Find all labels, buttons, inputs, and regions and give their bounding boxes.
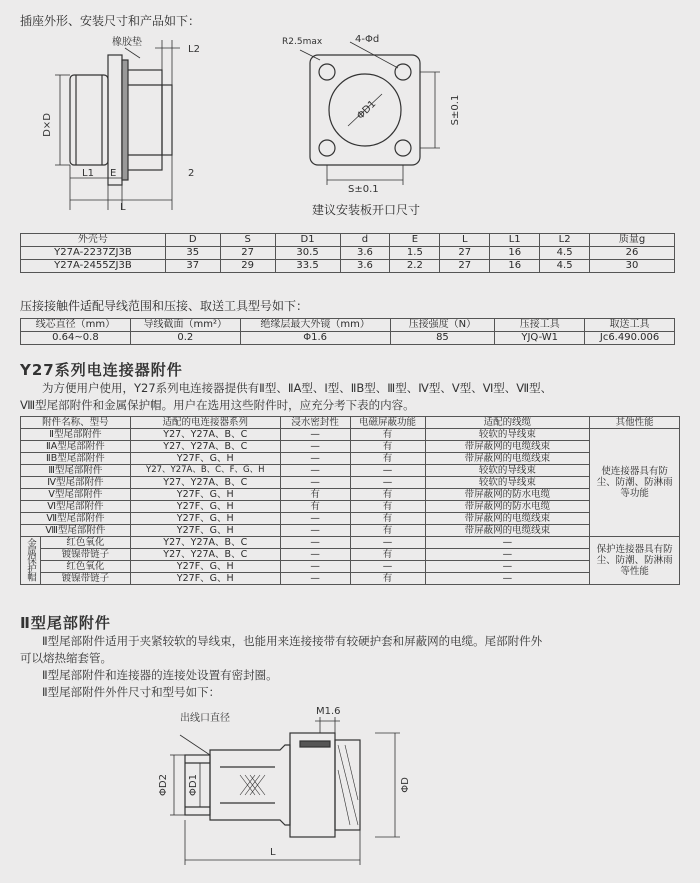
r-label: R2.5max [282, 37, 323, 47]
table-cell: Y27、Y27A、B、C [130, 429, 280, 441]
table-cell: ⅡB型尾部附件 [21, 453, 131, 465]
cap-group-cell [21, 537, 41, 585]
table-cell: 有 [350, 549, 425, 561]
table-cell: — [350, 465, 425, 477]
table-cell: 有 [350, 441, 425, 453]
table-cell: YJQ-W1 [495, 332, 585, 345]
table-header-cell: d [340, 234, 390, 247]
tool-intro-text: 压接接触件适配导线范围和压接、取送工具型号如下： [20, 299, 309, 313]
table-cell: Ⅵ型尾部附件 [21, 501, 131, 513]
table-cell: 有 [280, 501, 350, 513]
table-cell: Y27F、G、H [130, 489, 280, 501]
table-cell: Y27、Y27A、B、C [130, 537, 280, 549]
dim-e-label: E [110, 168, 117, 179]
table-row [21, 501, 680, 513]
table-header-cell: L2 [540, 234, 590, 247]
table-cell: 有 [350, 573, 425, 585]
table-cell: 3.6 [340, 260, 390, 273]
table-header-cell: 浸水密封性 [280, 417, 350, 429]
table-cell: — [425, 537, 590, 549]
table-header-cell: D [165, 234, 220, 247]
table-cell: — [280, 525, 350, 537]
table-header-cell: 附件名称、型号 [21, 417, 131, 429]
dim-l2-label: L2 [188, 44, 200, 55]
table-cell: Ⅳ型尾部附件 [21, 477, 131, 489]
table-cell: 16 [490, 247, 540, 260]
table-cell: 有 [350, 429, 425, 441]
table-cell: Ⅷ型尾部附件 [21, 525, 131, 537]
table-row [21, 561, 680, 573]
s-bottom-label: S±0.1 [348, 184, 379, 195]
table-cell: Y27F、G、H [130, 561, 280, 573]
table-header-cell: L1 [490, 234, 540, 247]
table-header-cell: L [440, 234, 490, 247]
panel-cutout-drawing [270, 30, 470, 230]
table-cell: — [280, 549, 350, 561]
table-cell: 37 [165, 260, 220, 273]
table-cell: — [280, 477, 350, 489]
table-cell: 35 [165, 247, 220, 260]
table-cell: 镀镍带链子 [40, 573, 130, 585]
table-cell: Y27A-2455ZJ3B [21, 260, 166, 273]
dim-2-label: 2 [188, 168, 195, 179]
table-row [21, 332, 675, 345]
table-cell: 带屏蔽网的电缆线束 [425, 453, 590, 465]
table-cell: 镀镍带链子 [40, 549, 130, 561]
table-row [21, 525, 680, 537]
paragraph: 为方便用户使用，Y27系列电连接器提供有Ⅱ型、ⅡA型、Ⅰ型、ⅡB型、Ⅲ型、Ⅳ型、Ⅴ型、Ⅵ型、Ⅶ型、 [42, 381, 553, 395]
table-cell: Ⅶ型尾部附件 [21, 513, 131, 525]
table-header-cell: S [220, 234, 275, 247]
other-performance-cell: 使连接器具有防尘、防潮、防淋雨等功能 [590, 429, 680, 537]
other-performance-cell: 保护连接器具有防尘、防潮、防淋雨等性能 [590, 537, 680, 585]
table-row [21, 477, 680, 489]
table-cell: Y27、Y27A、B、C [130, 549, 280, 561]
table-cell: Y27F、G、H [130, 525, 280, 537]
table-cell: 带屏蔽网的电缆线束 [425, 441, 590, 453]
table-row [21, 453, 680, 465]
table-cell: Ⅴ型尾部附件 [21, 489, 131, 501]
outlet-label: 出线口直径 [180, 713, 230, 724]
table-cell: — [280, 453, 350, 465]
dim-dxd-label: D×D [42, 113, 53, 137]
section-title: Y27系列电连接器附件 [20, 361, 183, 379]
table-row [21, 537, 680, 549]
paragraph: Ⅷ型尾部附件和金属保护帽。用户在选用这些附件时，应充分考下表的内容。 [20, 398, 415, 412]
table-cell: 有 [350, 489, 425, 501]
dim-l1-label: L1 [82, 168, 94, 179]
table-cell: 有 [280, 489, 350, 501]
table-cell: 较软的导线束 [425, 477, 590, 489]
table-header-cell: 适配的线缆 [425, 417, 590, 429]
tool-table [20, 318, 675, 345]
table-cell: — [425, 561, 590, 573]
table-cell: — [350, 561, 425, 573]
dim-l-label: L [120, 202, 126, 213]
table-cell: — [425, 549, 590, 561]
d-label: ΦD [400, 777, 411, 793]
table-cell: 3.6 [340, 247, 390, 260]
intro-text: 插座外形、安装尺寸和产品如下： [20, 14, 201, 28]
table-cell: 27 [440, 260, 490, 273]
table-row [21, 465, 680, 477]
table-cell: Y27A-2237ZJ3B [21, 247, 166, 260]
table-cell: Ⅲ型尾部附件 [21, 465, 131, 477]
table-cell: 较软的导线束 [425, 429, 590, 441]
d1-label: ΦD1 [188, 774, 199, 796]
cap-group-label: 金属保护帽 [24, 537, 36, 581]
table-cell: Y27、Y27A、B、C [130, 441, 280, 453]
table-cell: Y27F、G、H [130, 573, 280, 585]
table-cell: 带屏蔽网的电缆线束 [425, 525, 590, 537]
table-cell: 红色氧化 [40, 561, 130, 573]
table-cell: Y27F、G、H [130, 501, 280, 513]
cutout-caption: 建议安装板开口尺寸 [312, 203, 421, 217]
table-header-cell: 压接强度（N） [390, 319, 495, 332]
table-row [21, 573, 680, 585]
table-cell: — [280, 513, 350, 525]
table-cell: 带屏蔽网的防水电缆 [425, 501, 590, 513]
table-cell: Jc6.490.006 [585, 332, 675, 345]
table-cell: 27 [220, 247, 275, 260]
table-cell: 30.5 [275, 247, 340, 260]
table-row [21, 429, 680, 441]
table-cell: — [280, 573, 350, 585]
table-cell: 85 [390, 332, 495, 345]
table-cell: Y27F、G、H [130, 453, 280, 465]
m-label: M1.6 [316, 706, 341, 717]
table-cell: 4.5 [540, 260, 590, 273]
table-cell: 有 [350, 513, 425, 525]
tail-accessory-drawing [160, 705, 420, 875]
table-cell: 27 [440, 247, 490, 260]
paragraph: 可以熔热缩套管。 [20, 651, 112, 665]
table-cell: 有 [350, 525, 425, 537]
accessory-table [20, 416, 680, 585]
table-header-cell: 绝缘层最大外镜（mm） [240, 319, 390, 332]
table-cell: — [280, 429, 350, 441]
table-header-row [21, 319, 675, 332]
table-cell: — [280, 465, 350, 477]
table-cell: — [350, 477, 425, 489]
table-cell: Ⅱ型尾部附件 [21, 429, 131, 441]
s-side-label: S±0.1 [450, 94, 461, 126]
table-header-cell: 适配的电连接器系列 [130, 417, 280, 429]
table-header-cell: 取送工具 [585, 319, 675, 332]
table-cell: 有 [350, 501, 425, 513]
table-cell: 带屏蔽网的电缆线束 [425, 513, 590, 525]
table-cell: 带屏蔽网的防水电缆 [425, 489, 590, 501]
table-cell: Φ1.6 [240, 332, 390, 345]
table-cell: 26 [590, 247, 675, 260]
spec-table [20, 233, 675, 273]
table-header-row [21, 234, 675, 247]
table-row [21, 260, 675, 273]
table-header-cell: 外壳号 [21, 234, 166, 247]
rubber-pad-label: 橡胶垫 [112, 37, 142, 48]
paragraph: Ⅱ型尾部附件适用于夹紧较软的导线束，也能用来连接接带有较硬护套和屏蔽网的电缆。尾部附件外 [42, 634, 543, 648]
table-cell: — [425, 573, 590, 585]
table-cell: 2.2 [390, 260, 440, 273]
table-cell: 33.5 [275, 260, 340, 273]
table-row [21, 441, 680, 453]
table-cell: 有 [350, 453, 425, 465]
table-cell: — [350, 537, 425, 549]
paragraph: Ⅱ型尾部附件外件尺寸和型号如下： [42, 685, 221, 699]
table-cell: Y27F、G、H [130, 513, 280, 525]
table-header-cell: 导线截面（mm²） [130, 319, 240, 332]
table-cell: 较软的导线束 [425, 465, 590, 477]
paragraph: Ⅱ型尾部附件和连接器的连接处设置有密封圈。 [42, 668, 278, 682]
l-label: L [270, 847, 276, 858]
table-header-cell: E [390, 234, 440, 247]
table-header-cell: 其他性能 [590, 417, 680, 429]
table-cell: 0.64~0.8 [21, 332, 131, 345]
table-cell: 30 [590, 260, 675, 273]
table-cell: 29 [220, 260, 275, 273]
d2-label: ΦD2 [158, 774, 169, 796]
table-cell: Y27、Y27A、B、C、F、G、H [130, 465, 280, 477]
table-cell: Y27、Y27A、B、C [130, 477, 280, 489]
hole-label: 4-Φd [355, 34, 380, 45]
table-cell: 4.5 [540, 247, 590, 260]
table-row [21, 247, 675, 260]
table-header-cell: 电磁屏蔽功能 [350, 417, 425, 429]
table-cell: — [280, 537, 350, 549]
table-cell: 红色氧化 [40, 537, 130, 549]
table-cell: 16 [490, 260, 540, 273]
table-cell: ⅡA型尾部附件 [21, 441, 131, 453]
table-cell: — [280, 561, 350, 573]
table-header-cell: D1 [275, 234, 340, 247]
table-row [21, 549, 680, 561]
table-cell: — [280, 441, 350, 453]
table-row [21, 513, 680, 525]
table-row [21, 489, 680, 501]
receptacle-side-drawing [40, 30, 220, 213]
d1-label: ΦD1 [355, 98, 379, 122]
table-header-cell: 线芯直径（mm） [21, 319, 131, 332]
table-cell: 1.5 [390, 247, 440, 260]
table-header-cell: 压接工具 [495, 319, 585, 332]
section-title: Ⅱ型尾部附件 [20, 614, 111, 632]
table-header-row [21, 417, 680, 429]
table-header-cell: 质量g [590, 234, 675, 247]
table-cell: 0.2 [130, 332, 240, 345]
